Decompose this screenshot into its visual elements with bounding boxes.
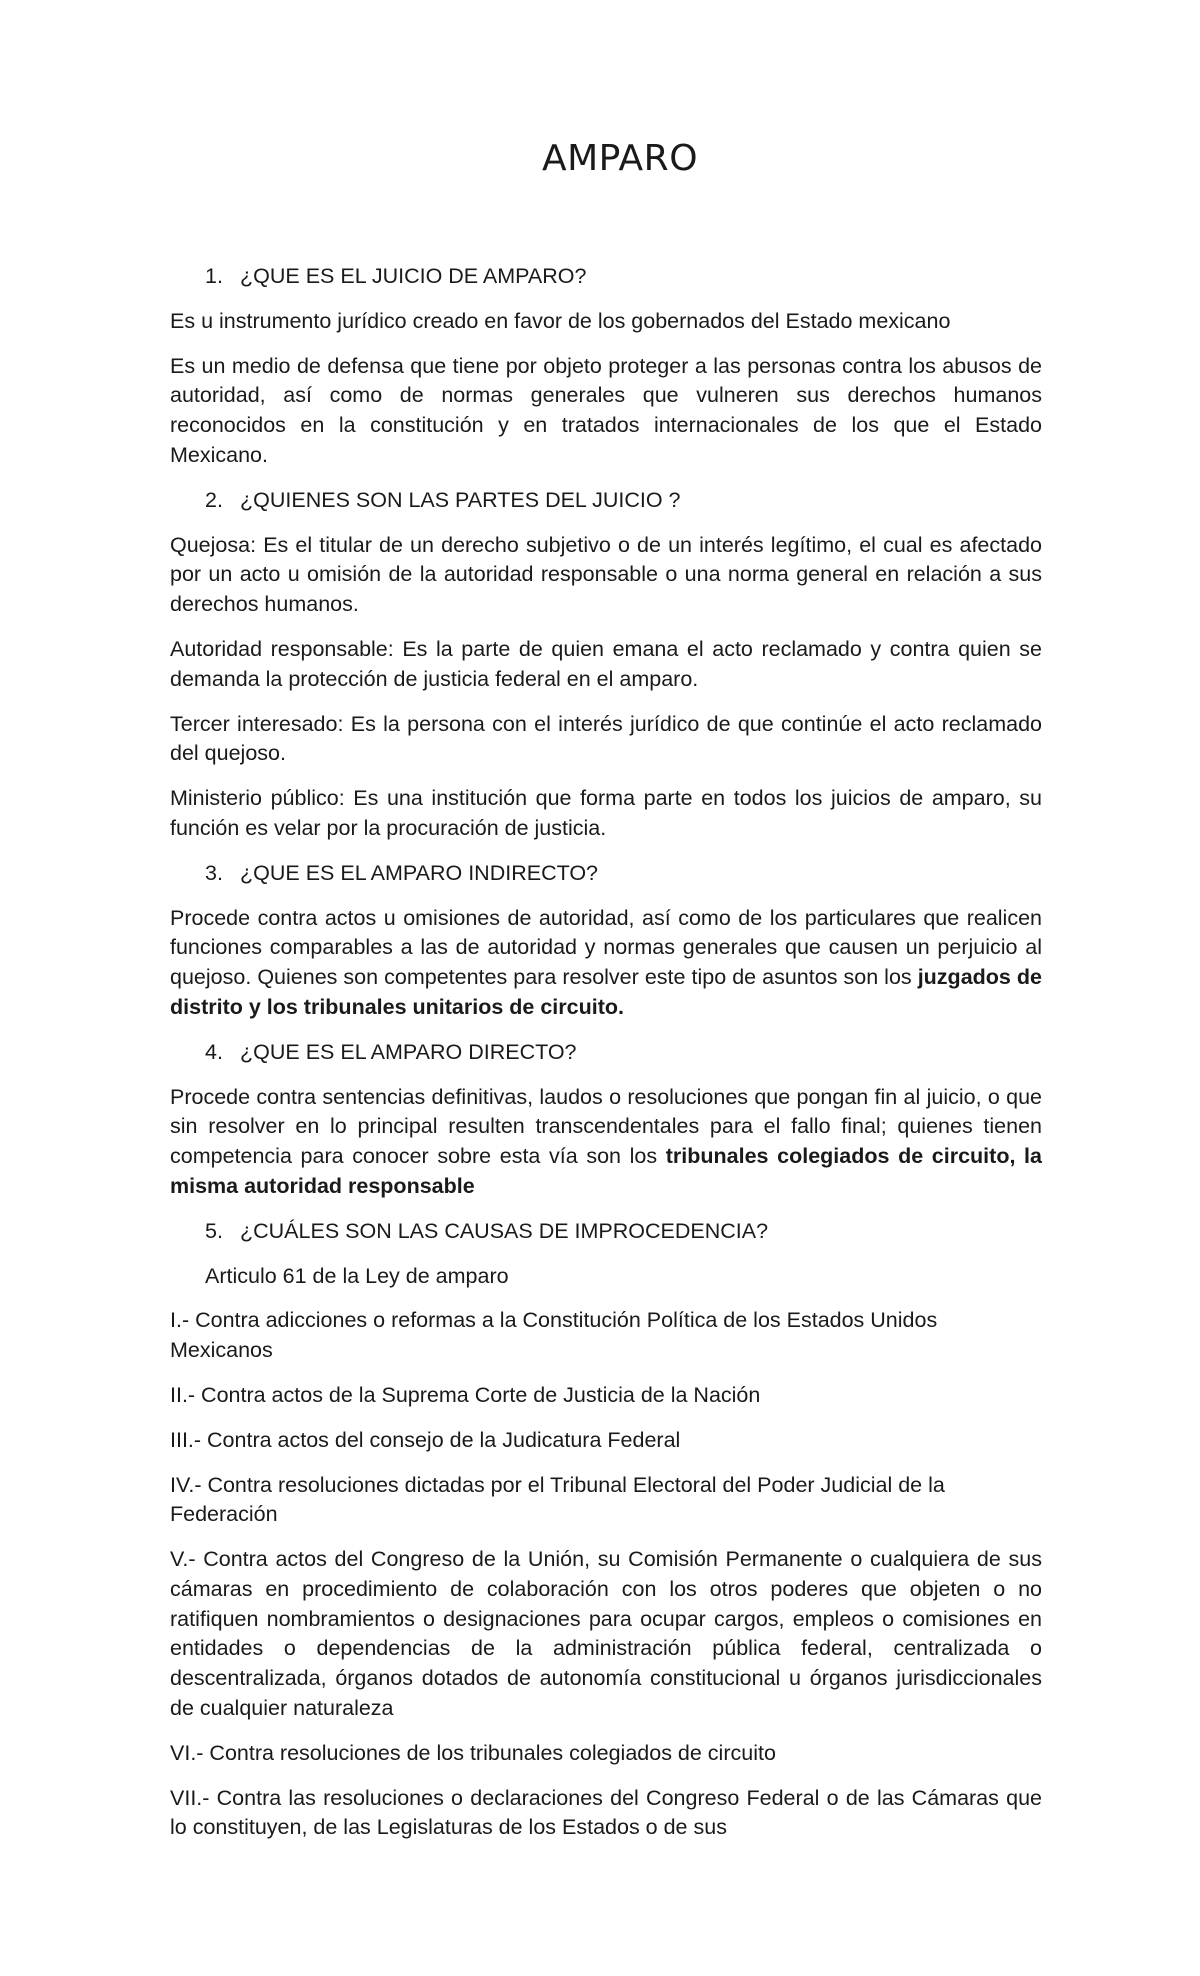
paragraph <box>170 1083 1042 1202</box>
question-text: ¿QUE ES EL AMPARO INDIRECTO? <box>240 860 599 885</box>
paragraph-text: Procede contra sentencias definitivas, laudos o resoluciones que pongan fin al juicio, o que sin resolver en lo principal resulten transcendentales para el fallo final; quienes tienen competencia para conocer sobre esta vía son los <box>170 1084 1042 1169</box>
bold-text: tribunales colegiados de circuito, la misma autoridad responsable <box>170 1144 1042 1198</box>
question-number: 4. <box>205 1039 223 1064</box>
question-heading-3 <box>205 859 1042 889</box>
document-body <box>170 262 1042 1858</box>
question-number: 3. <box>205 860 223 885</box>
paragraph: Es u instrumento jurídico creado en favor de los gobernados del Estado mexicano <box>170 308 951 333</box>
paragraph: Ministerio público: Es una institución que forma parte en todos los juicios de amparo, su función es velar por la procuración de justicia. <box>170 786 1042 840</box>
list-item: VII.- Contra las resoluciones o declaraciones del Congreso Federal o de las Cámaras que lo constituyen, de las Legislaturas de los Estados o de sus <box>170 1785 1042 1840</box>
list-item: I.- Contra adicciones o reformas a la Constitución Política de los Estados Unidos Mexicanos <box>170 1308 938 1363</box>
paragraph: Autoridad responsable: Es la parte de quien emana el acto reclamado y contra quien se demanda la protección de justicia federal en el amparo. <box>170 636 1042 691</box>
question-text: ¿QUE ES EL AMPARO DIRECTO? <box>240 1039 577 1064</box>
bold-text: juzgados de distrito y los tribunales unitarios de circuito. <box>170 965 1042 1019</box>
question-text: ¿QUE ES EL JUICIO DE AMPARO? <box>240 264 587 288</box>
list-item: II.- Contra actos de la Suprema Corte de Justicia de la Nación <box>170 1382 761 1407</box>
paragraph-text: Procede contra actos u omisiones de autoridad, así como de los particulares que realicen funciones comparables a las de autoridad y normas generales que causen un perjuicio al quejoso. Quienes son competentes para resolver este tipo de asuntos son los <box>170 905 1042 990</box>
list-item: III.- Contra actos del consejo de la Judicatura Federal <box>170 1427 681 1452</box>
list-item: IV.- Contra resoluciones dictadas por el Tribunal Electoral del Poder Judicial de la Federación <box>170 1472 945 1527</box>
question-heading-1 <box>205 262 1042 292</box>
paragraph: Quejosa: Es el titular de un derecho subjetivo o de un interés legítimo, el cual es afectado por un acto u omisión de la autoridad responsable o una norma general en relación a sus derechos humanos. <box>170 532 1042 617</box>
paragraph: Tercer interesado: Es la persona con el interés jurídico de que continúe el acto reclamado del quejoso. <box>170 711 1042 766</box>
question-number: 2. <box>205 487 223 512</box>
list-item: VI.- Contra resoluciones de los tribunales colegiados de circuito <box>170 1740 776 1765</box>
question-number: 5. <box>205 1218 223 1243</box>
question-text: ¿QUIENES SON LAS PARTES DEL JUICIO ? <box>240 487 681 512</box>
question-heading-4 <box>205 1038 1042 1068</box>
paragraph: Es un medio de defensa que tiene por objeto proteger a las personas contra los abusos de autoridad, así como de normas generales que vulneren sus derechos humanos reconocidos en la constitución y en tratados internacionales de los que el Estado Mexicano. <box>170 353 1042 467</box>
question-text: ¿CUÁLES SON LAS CAUSAS DE IMPROCEDENCIA? <box>240 1218 769 1243</box>
list-item: V.- Contra actos del Congreso de la Unión, su Comisión Permanente o cualquiera de sus cámaras en procedimiento de colaboración con los otros poderes que objeten o no ratifiquen nombramientos o designaciones para ocupar cargos, empleos o comisiones en entidades o dependencias de la administración pública federal, centralizada o descentralizada, órganos dotados de autonomía constitucional u órganos jurisdiccionales de cualquier naturaleza <box>170 1547 1042 1721</box>
question-heading-2 <box>205 486 1042 516</box>
document-title: AMPARO <box>541 138 699 179</box>
question-heading-5 <box>205 1217 1042 1247</box>
paragraph <box>170 904 1042 1023</box>
article-reference: Articulo 61 de la Ley de amparo <box>205 1263 509 1288</box>
question-number: 1. <box>205 264 223 288</box>
